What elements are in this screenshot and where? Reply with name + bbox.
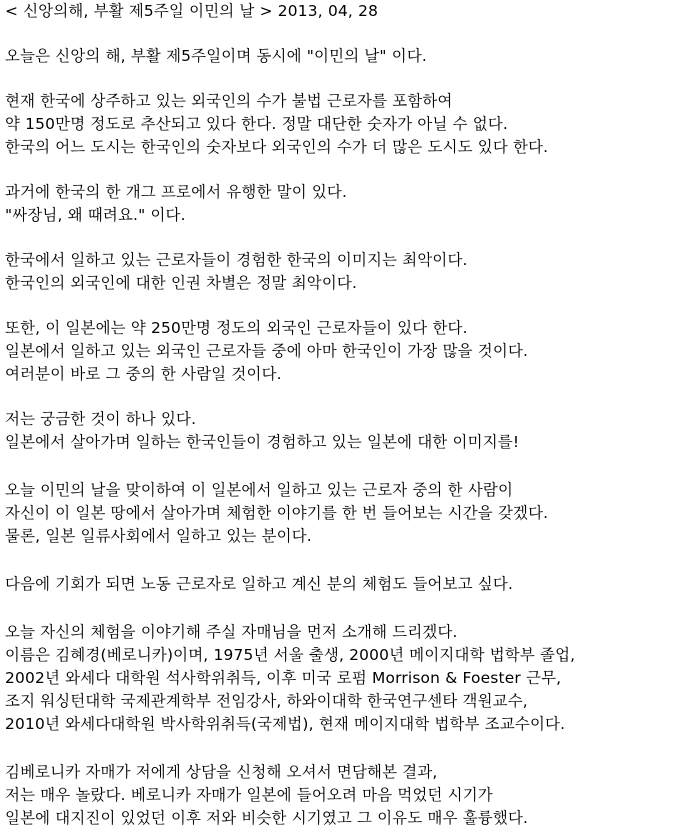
paragraph-gap [5, 23, 673, 45]
paragraph [5, 573, 673, 596]
paragraph [5, 761, 673, 830]
text-line: 조지 워싱턴대학 국제관계학부 전임강사, 하와이대학 한국연구센타 객원교수, [5, 692, 528, 710]
paragraph [5, 249, 673, 295]
text-line: 일본에서 일하고 있는 외국인 근로자들 중에 아마 한국인이 가장 많을 것이다. [5, 342, 529, 360]
text-line: 오늘은 신앙의 해, 부활 제5주일이며 동시에 "이민의 날" 이다. [5, 47, 428, 65]
text-line: 2002년 와세다 대학원 석사학위취득, 이후 미국 로펌 Morrison & Foester 근무, [5, 669, 562, 687]
paragraph [5, 90, 673, 159]
paragraph-gap [5, 227, 673, 249]
text-line: 다음에 기회가 되면 노동 근로자로 일하고 계신 분의 체험도 들어보고 싶다. [5, 575, 514, 593]
paragraph-gap [5, 736, 673, 761]
document-title: < 신앙의해, 부활 제5주일 이민의 날 > 2013, 04, 28 [5, 2, 379, 20]
text-line: 한국인의 외국인에 대한 인권 차별은 정말 최악이다. [5, 274, 358, 292]
text-line: 약 150만명 정도로 추산되고 있다 한다. 정말 대단한 숫자가 아닐 수 없다. [5, 115, 508, 133]
text-line: 현재 한국에 상주하고 있는 외국인의 수가 불법 근로자를 포함하여 [5, 92, 453, 110]
paragraph [5, 408, 673, 454]
text-line: 과거에 한국의 한 개그 프로에서 유행한 말이 있다. [5, 183, 348, 201]
text-line: 일본에 대지진이 있었던 이후 저와 비슷한 시기였고 그 이유도 매우 훌륭했다. [5, 809, 529, 827]
text-line: 일본에서 살아가며 일하는 한국인들이 경험하고 있는 일본에 대한 이미지를! [5, 433, 520, 451]
text-line: 또한, 이 일본에는 약 250만명 정도의 외국인 근로자들이 있다 한다. [5, 319, 468, 337]
paragraph-gap [5, 454, 673, 479]
paragraph-gap [5, 159, 673, 181]
text-line: 자신이 이 일본 땅에서 살아가며 체험한 이야기를 한 번 들어보는 시간을 갖겠다. [5, 504, 549, 522]
paragraph [5, 621, 673, 736]
paragraph [5, 317, 673, 386]
paragraph [5, 181, 673, 227]
text-line: 이름은 김혜경(베로니카)이며, 1975년 서울 출생, 2000년 메이지대학 법학부 졸업, [5, 646, 576, 664]
paragraph [5, 45, 673, 68]
text-line: 오늘 자신의 체험을 이야기해 주실 자매님을 먼저 소개해 드리겠다. [5, 623, 458, 641]
text-line: 한국에서 일하고 있는 근로자들이 경험한 한국의 이미지는 최악이다. [5, 251, 468, 269]
paragraph-gap [5, 548, 673, 573]
paragraph-gap [5, 386, 673, 408]
paragraph [5, 479, 673, 548]
text-line: 저는 궁금한 것이 하나 있다. [5, 410, 197, 428]
text-line: 오늘 이민의 날을 맞이하여 이 일본에서 일하고 있는 근로자 중의 한 사람이 [5, 481, 514, 499]
text-line: 2010년 와세다대학원 박사학위취득(국제법), 현재 메이지대학 법학부 조교수이다. [5, 715, 566, 733]
document-body [5, 0, 673, 830]
text-line: 여러분이 바로 그 중의 한 사람일 것이다. [5, 365, 282, 383]
text-line: "싸장님, 왜 때려요." 이다. [5, 206, 186, 224]
text-line: 한국의 어느 도시는 한국인의 숫자보다 외국인의 수가 더 많은 도시도 있다 한다. [5, 138, 549, 156]
text-line: 저는 매우 놀랐다. 베로니카 자매가 일본에 들어오려 마음 먹었던 시기가 [5, 786, 493, 804]
paragraph-gap [5, 295, 673, 317]
paragraph-gap [5, 596, 673, 621]
text-line: 물론, 일본 일류사회에서 일하고 있는 분이다. [5, 527, 312, 545]
paragraph-gap [5, 68, 673, 90]
text-line: 김베로니카 자매가 저에게 상담을 신청해 오셔서 면담해본 결과, [5, 763, 438, 781]
